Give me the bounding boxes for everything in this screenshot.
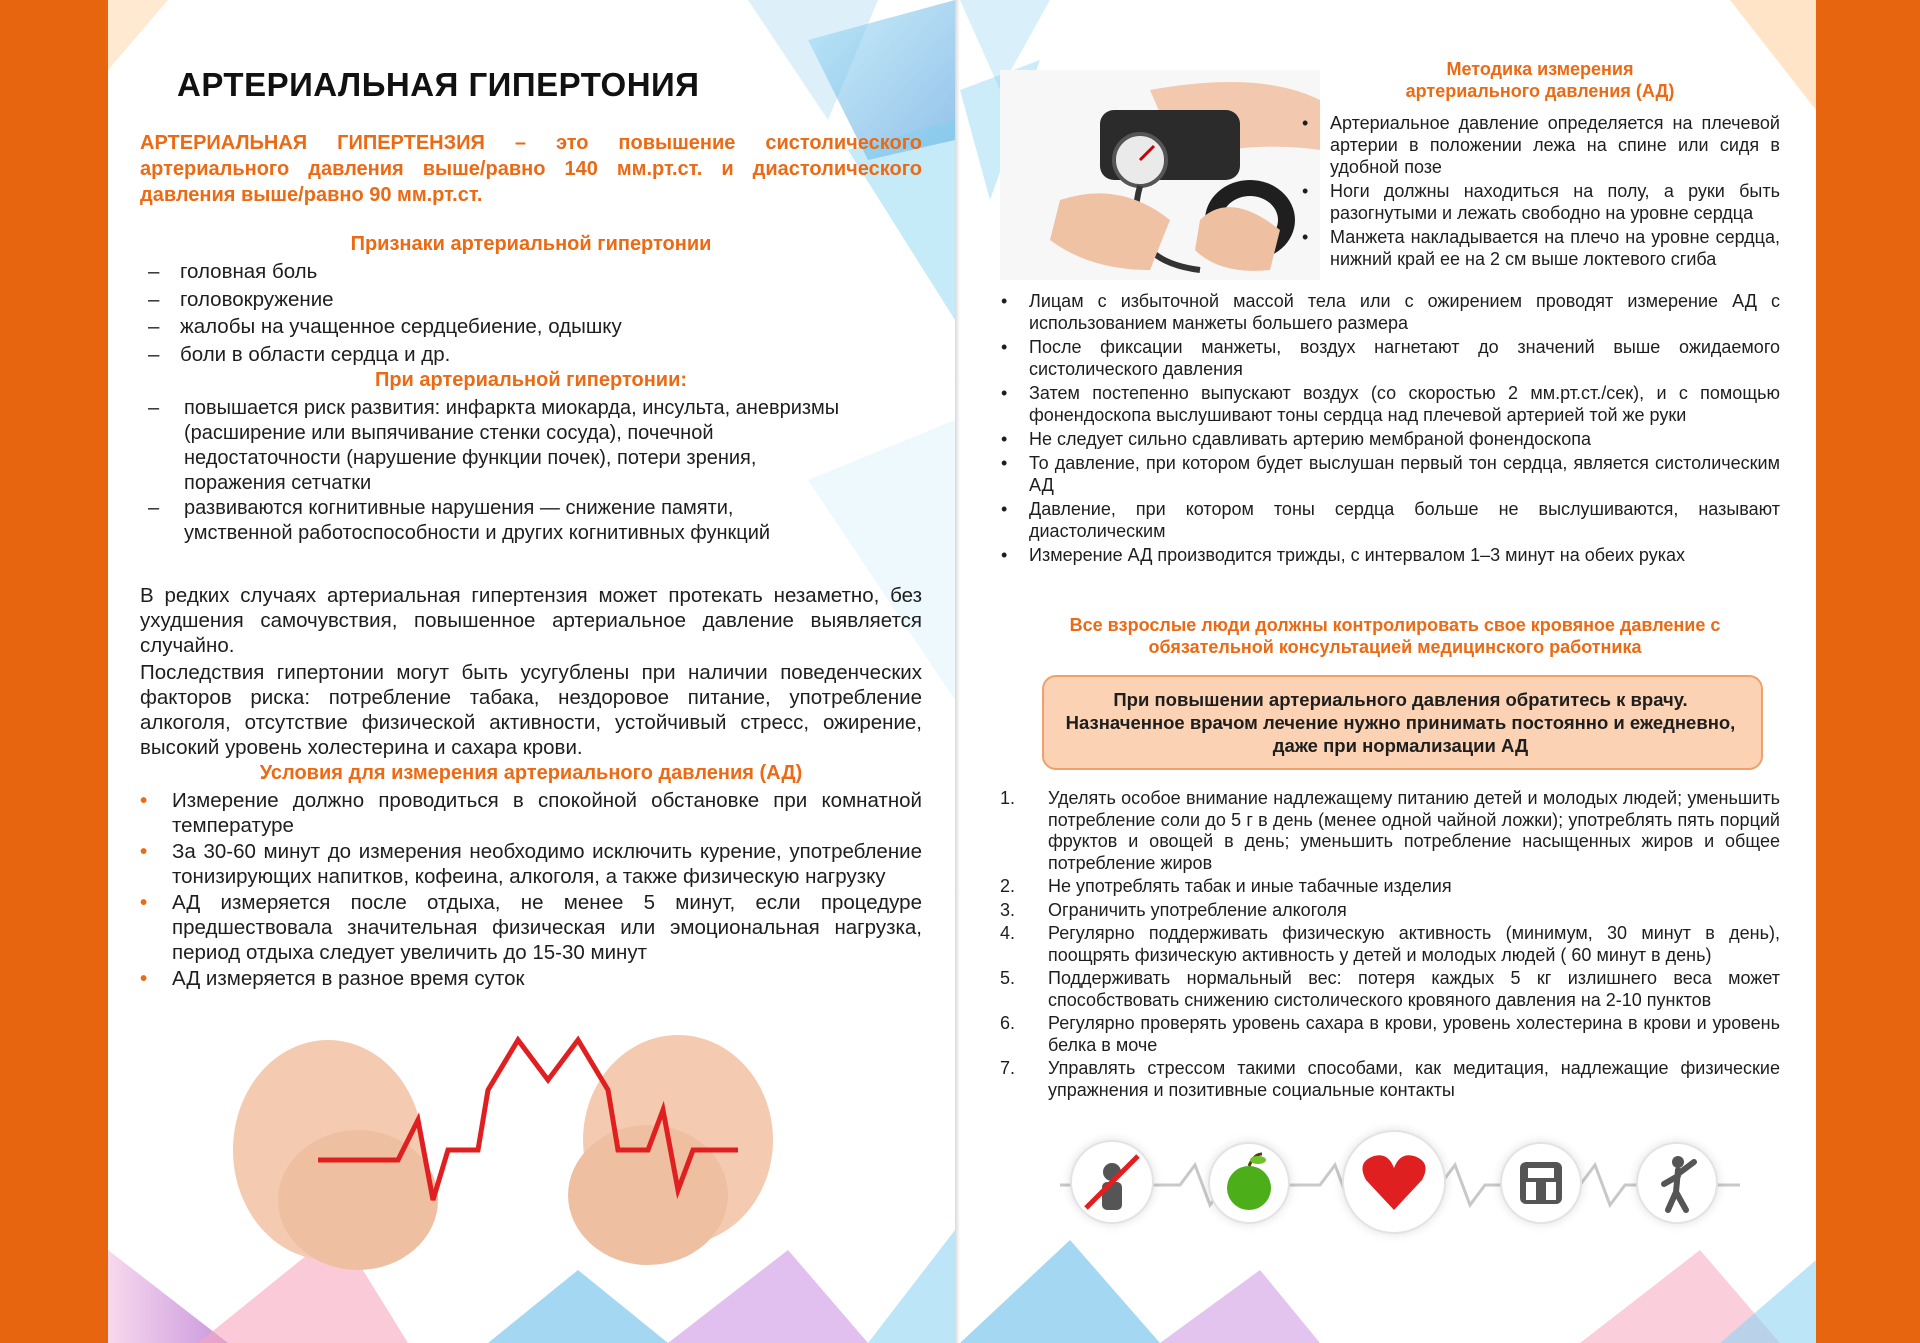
dash-marker: – [148,260,160,283]
bullet-marker: • [1302,113,1309,133]
risks-list [140,396,840,546]
method-text: Измерение АД производится трижды, с интервалом 1–3 минут на обеих руках [1029,545,1685,565]
doctor-notice-line: При повышении артериального давления обратитесь к врачу. [1113,689,1688,710]
list-item [999,544,1780,566]
condition-text: АД измеряется после отдыха, не менее 5 минут, если процедуре предшествовала значительная физическая или эмоциональная нагрузка, период отдыха следует увеличить до 15-30 минут [172,891,922,964]
list-item [1000,1013,1780,1056]
recommendation-text: Поддерживать нормальный вес: потеря каждых 5 кг излишнего веса может способствовать снижению систолического кровяного давления на 2-10 пунктов [1048,968,1780,1010]
list-item [1300,226,1780,270]
list-item [140,396,840,496]
list-item [140,966,922,991]
list-item [140,341,922,369]
signs-list [140,258,922,368]
bullet-marker: • [140,789,148,812]
conditions-list [140,788,922,991]
method-list-top [1300,112,1780,270]
method-heading-line: артериального давления (АД) [1405,81,1675,101]
risk-text: повышается риск развития: инфаркта миокарда, инсульта, аневризмы (расширение или выпячивание стенки сосуда), почечной недостаточности (нарушение функции почек), потери зрения, поражения сетчатки [184,397,840,494]
no-stress-icon [1070,1140,1154,1224]
doctor-notice-line: Назначенное врачом лечение нужно принимать постоянно и ежедневно, [1065,712,1736,733]
item-number: 1. [1000,788,1016,808]
method-text: То давление, при котором будет выслушан первый тон сердца, является систолическим АД [1029,453,1780,495]
method-text: Ноги должны находиться на полу, а руки быть разогнутыми и лежать свободно на уровне сердца [1330,181,1780,223]
condition-text: АД измеряется в разное время суток [172,967,525,990]
bullet-marker: • [1001,545,1008,565]
sign-text: боли в области сердца и др. [180,342,451,366]
bullet-marker: • [140,840,148,863]
recommendation-text: Регулярно поддерживать физическую активность (минимум, 30 минут в день), поощрять физическую активность у детей и молодых людей ( 60 минут в день) [1048,923,1780,965]
paragraph-rare-cases: В редких случаях артериальная гипертензия может протекать незаметно, без ухудшения самочувствия, повышенное артериальное давление выявляется случайно. [140,584,922,657]
sign-text: головокружение [180,287,334,311]
list-item [999,452,1780,496]
item-number: 2. [1000,876,1016,896]
list-item [140,313,922,341]
list-item [999,290,1780,334]
dash-marker: – [148,287,160,311]
page-title: АРТЕРИАЛЬНАЯ ГИПЕРТОНИЯ [177,66,700,103]
doctor-notice-line: даже при нормализации АД [1272,735,1529,756]
method-list-full [999,290,1780,566]
dash-marker: – [148,497,160,519]
bullet-marker: • [1302,227,1309,247]
dash-marker: – [148,397,160,419]
bullet-marker: • [140,891,148,914]
list-item [999,336,1780,380]
bullet-marker: • [1001,383,1008,403]
recommendation-text: Управлять стрессом такими способами, как медитация, надлежащие физические упражнения и позитивные социальные контакты [1048,1058,1780,1100]
definition: АРТЕРИАЛЬНАЯ ГИПЕРТЕНЗИЯ – это повышение систолического артериального давления выше/равно 140 мм.рт.ст. и диастолического давления выше/равно 90 мм.рт.ст. [140,132,922,206]
condition-text: Измерение должно проводиться в спокойной обстановке при комнатной температуре [172,789,922,837]
list-item [1000,788,1780,874]
recommendation-text: Уделять особое внимание надлежащему питанию детей и молодых людей; уменьшить потребление соли до 5 г в день (менее одной чайной ложки); употреблять пять порций фруктов и овощей в день; уменьшить потребление насыщенных жиров и общее потребление жиров [1048,788,1780,873]
method-heading [1400,58,1680,102]
list-item [1300,112,1780,178]
list-item [1300,180,1780,224]
bullet-marker: • [1001,499,1008,519]
item-number: 7. [1000,1058,1016,1078]
bullet-marker: • [140,967,148,990]
bullet-marker: • [1001,429,1008,449]
control-note: Все взрослые люди должны контролировать свое кровяное давление с обязательной консультацией медицинского работника [1069,615,1721,657]
hands-heart-illustration [218,1000,818,1280]
conditions-heading: Условия для измерения артериального давления (АД) [259,762,803,784]
sign-text: головная боль [180,260,318,283]
recommendations-list [1000,788,1780,1101]
method-text: Не следует сильно сдавливать артерию мембраной фонендоскопа [1029,429,1592,449]
item-number: 3. [1000,899,1016,920]
bullet-marker: • [1001,337,1008,357]
list-item [140,286,922,314]
list-item [1000,968,1780,1011]
signs-heading: Признаки артериальной гипертонии [350,233,712,255]
right-orange-border [1816,0,1920,1343]
dash-marker: – [148,315,160,338]
list-item [999,428,1780,450]
method-text: Лицам с избыточной массой тела или с ожирением проводят измерение АД с использованием манжеты большего размера [1029,291,1780,333]
method-heading-line: Методика измерения [1446,59,1634,79]
recommendation-text: Ограничить употребление алкоголя [1048,899,1347,920]
heart-icon [1342,1130,1446,1234]
list-item [1000,876,1780,898]
bullet-marker: • [1001,291,1008,311]
dash-marker: – [148,342,160,366]
risks-heading: При артериальной гипертонии: [374,369,688,391]
recommendation-text: Не употреблять табак и иные табачные изделия [1048,876,1452,896]
list-item [999,382,1780,426]
item-number: 6. [1000,1013,1016,1033]
scales-icon [1500,1142,1582,1224]
doctor-notice-text [1042,688,1759,757]
list-item [140,258,922,286]
method-text: После фиксации манжеты, воздух нагнетают до значений выше ожидаемого систолического давления [1029,337,1780,379]
list-item [140,839,922,889]
list-item [1000,900,1780,922]
apple-icon [1208,1142,1290,1224]
list-item [140,890,922,965]
method-text: Давление, при котором тоны сердца больше не выслушиваются, называют диастолическим [1029,499,1780,541]
list-item [1000,1058,1780,1101]
list-item [140,496,840,546]
condition-text: За 30-60 минут до измерения необходимо исключить курение, употребление тонизирующих напитков, кофеина, алкоголя, а также физическую нагрузку [172,840,922,888]
left-orange-border [0,0,108,1343]
exercise-icon [1636,1142,1718,1224]
risk-text: развиваются когнитивные нарушения — снижение памяти, умственной работоспособности и других когнитивных функций [184,497,771,544]
bullet-marker: • [1001,453,1008,473]
recommendation-text: Регулярно проверять уровень сахара в крови, уровень холестерина в крови и уровень белка в моче [1048,1013,1780,1055]
list-item [140,788,922,838]
sign-text: жалобы на учащенное сердцебиение, одышку [180,315,622,338]
method-text: Артериальное давление определяется на плечевой артерии в положении лежа на спине или сидя в удобной позе [1330,113,1780,177]
list-item [1000,923,1780,966]
item-number: 5. [1000,968,1016,988]
method-text: Затем постепенно выпускают воздух (со скоростью 2 мм.рт.ст./сек), и с помощью фонендоскопа выслушивают тоны сердца над плечевой артерией той же руки [1029,383,1780,425]
method-text: Манжета накладывается на плечо на уровне сердца, нижний край ее на 2 см выше локтевого сгиба [1330,227,1780,269]
list-item [999,498,1780,542]
paragraph-risk-factors: Последствия гипертонии могут быть усугублены при наличии поведенческих факторов риска: потребление табака, нездоровое питание, употребление алкоголя, отсутствие физической активности, устойчивый стресс, ожирение, высокий уровень холестерина и сахара крови. [140,661,922,759]
blood-pressure-measurement-photo [1000,70,1320,280]
item-number: 4. [1000,923,1016,943]
bullet-marker: • [1302,181,1309,201]
